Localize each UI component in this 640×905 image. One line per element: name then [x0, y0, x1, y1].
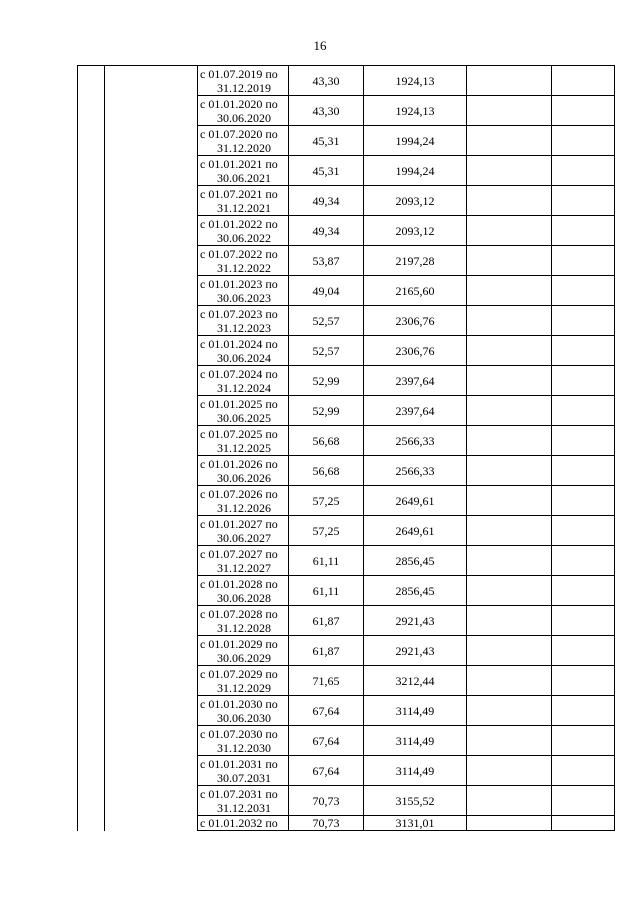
- empty-cell: [552, 66, 615, 96]
- period-cell: [198, 786, 289, 816]
- period-cell: [198, 426, 289, 456]
- period-end: 30.06.2026: [217, 470, 271, 485]
- period-cell: [198, 66, 289, 96]
- value2-cell: 3155,52: [364, 786, 467, 816]
- value2-cell: 2856,45: [364, 546, 467, 576]
- period-start: с 01.01.2032 по: [200, 816, 278, 830]
- period-cell: [198, 726, 289, 756]
- value1-cell: 70,73: [289, 816, 364, 831]
- empty-cell: [552, 126, 615, 156]
- empty-cell: [552, 186, 615, 216]
- empty-cell: [467, 306, 552, 336]
- empty-cell: [467, 366, 552, 396]
- empty-cell: [552, 636, 615, 666]
- value1-cell: 49,04: [289, 276, 364, 306]
- value1-cell: 67,64: [289, 756, 364, 786]
- period-end: 30.06.2020: [217, 110, 271, 125]
- period-cell: [198, 816, 289, 831]
- period-end: 31.12.2029: [217, 680, 271, 695]
- empty-cell: [552, 96, 615, 126]
- period-cell: [198, 156, 289, 186]
- empty-cell: [467, 216, 552, 246]
- period-cell: [198, 96, 289, 126]
- period-start: с 01.01.2031 по: [200, 756, 278, 771]
- period-end: 31.12.2023: [217, 320, 271, 335]
- period-end: 30.07.2031: [217, 770, 271, 785]
- period-cell: [198, 546, 289, 576]
- empty-cell: [552, 576, 615, 606]
- empty-cell: [552, 516, 615, 546]
- value2-cell: 2921,43: [364, 636, 467, 666]
- value1-cell: 43,30: [289, 66, 364, 96]
- period-cell: [198, 576, 289, 606]
- empty-cell: [467, 486, 552, 516]
- tariff-table-body: [78, 66, 615, 831]
- period-cell: [198, 306, 289, 336]
- period-cell: [198, 396, 289, 426]
- period-cell: [198, 216, 289, 246]
- value2-cell: 3114,49: [364, 726, 467, 756]
- value1-cell: 49,34: [289, 186, 364, 216]
- period-end: 31.12.2026: [217, 500, 271, 515]
- period-end: 30.06.2030: [217, 710, 271, 725]
- period-cell: [198, 126, 289, 156]
- period-start: с 01.07.2030 по: [200, 726, 278, 741]
- period-end: 31.12.2031: [217, 800, 271, 815]
- empty-cell: [467, 546, 552, 576]
- period-start: с 01.07.2023 по: [200, 306, 278, 321]
- period-start: с 01.01.2020 по: [200, 96, 278, 111]
- value2-cell: 2649,61: [364, 486, 467, 516]
- value2-cell: 2566,33: [364, 426, 467, 456]
- merged-number-cell: [78, 66, 105, 831]
- period-cell: [198, 366, 289, 396]
- period-end: 31.12.2025: [217, 440, 271, 455]
- value2-cell: 2093,12: [364, 216, 467, 246]
- value2-cell: 2306,76: [364, 306, 467, 336]
- value1-cell: 71,65: [289, 666, 364, 696]
- merged-name-cell: [105, 66, 198, 831]
- period-end: 30.06.2024: [217, 350, 271, 365]
- empty-cell: [552, 726, 615, 756]
- period-start: с 01.01.2030 по: [200, 696, 278, 711]
- empty-cell: [552, 276, 615, 306]
- value2-cell: 2649,61: [364, 516, 467, 546]
- value2-cell: 1994,24: [364, 126, 467, 156]
- value2-cell: 2397,64: [364, 396, 467, 426]
- empty-cell: [552, 786, 615, 816]
- period-cell: [198, 456, 289, 486]
- value1-cell: 61,11: [289, 546, 364, 576]
- empty-cell: [552, 156, 615, 186]
- period-cell: [198, 186, 289, 216]
- value2-cell: 2397,64: [364, 366, 467, 396]
- period-start: с 01.07.2025 по: [200, 426, 278, 441]
- empty-cell: [467, 276, 552, 306]
- empty-cell: [552, 756, 615, 786]
- period-cell: [198, 606, 289, 636]
- value2-cell: 3114,49: [364, 696, 467, 726]
- period-end: 31.12.2028: [217, 620, 271, 635]
- period-end: 31.12.2022: [217, 260, 271, 275]
- period-cell: [198, 666, 289, 696]
- period-start: с 01.01.2023 по: [200, 276, 278, 291]
- table-row: [78, 66, 615, 96]
- value1-cell: 49,34: [289, 216, 364, 246]
- empty-cell: [467, 726, 552, 756]
- empty-cell: [467, 636, 552, 666]
- empty-cell: [467, 66, 552, 96]
- period-end: 31.12.2021: [217, 200, 271, 215]
- empty-cell: [552, 336, 615, 366]
- value1-cell: 43,30: [289, 96, 364, 126]
- empty-cell: [467, 666, 552, 696]
- value2-cell: 2197,28: [364, 246, 467, 276]
- empty-cell: [467, 126, 552, 156]
- empty-cell: [552, 696, 615, 726]
- period-start: с 01.01.2026 по: [200, 456, 278, 471]
- value2-cell: 2921,43: [364, 606, 467, 636]
- value1-cell: 70,73: [289, 786, 364, 816]
- period-cell: [198, 696, 289, 726]
- period-cell: [198, 636, 289, 666]
- empty-cell: [467, 336, 552, 366]
- empty-cell: [552, 606, 615, 636]
- value2-cell: 1924,13: [364, 66, 467, 96]
- period-end: 30.06.2025: [217, 410, 271, 425]
- empty-cell: [552, 486, 615, 516]
- page-number: 16: [313, 38, 327, 53]
- value2-cell: 1924,13: [364, 96, 467, 126]
- value2-cell: 3114,49: [364, 756, 467, 786]
- period-end: 31.12.2030: [217, 740, 271, 755]
- empty-cell: [467, 816, 552, 831]
- value2-cell: 3212,44: [364, 666, 467, 696]
- period-end: 31.12.2024: [217, 380, 271, 395]
- period-start: с 01.07.2027 по: [200, 546, 278, 561]
- empty-cell: [552, 666, 615, 696]
- value1-cell: 67,64: [289, 696, 364, 726]
- value1-cell: 61,87: [289, 606, 364, 636]
- value2-cell: 1994,24: [364, 156, 467, 186]
- value1-cell: 57,25: [289, 486, 364, 516]
- empty-cell: [552, 456, 615, 486]
- empty-cell: [467, 186, 552, 216]
- empty-cell: [467, 426, 552, 456]
- value1-cell: 45,31: [289, 156, 364, 186]
- value2-cell: 3131,01: [364, 816, 467, 831]
- period-start: с 01.07.2022 по: [200, 246, 278, 261]
- period-end: 30.06.2027: [217, 530, 271, 545]
- value1-cell: 56,68: [289, 456, 364, 486]
- period-start: с 01.01.2027 по: [200, 516, 278, 531]
- empty-cell: [552, 546, 615, 576]
- value2-cell: 2856,45: [364, 576, 467, 606]
- period-cell: [198, 516, 289, 546]
- value1-cell: 67,64: [289, 726, 364, 756]
- value1-cell: 52,99: [289, 396, 364, 426]
- empty-cell: [552, 306, 615, 336]
- period-cell: [198, 756, 289, 786]
- period-start: с 01.07.2031 по: [200, 786, 278, 801]
- value1-cell: 57,25: [289, 516, 364, 546]
- period-start: с 01.01.2021 по: [200, 156, 278, 171]
- value1-cell: 61,87: [289, 636, 364, 666]
- period-cell: [198, 486, 289, 516]
- empty-cell: [552, 396, 615, 426]
- empty-cell: [552, 816, 615, 831]
- period-start: с 01.07.2028 по: [200, 606, 278, 621]
- empty-cell: [467, 576, 552, 606]
- value1-cell: 56,68: [289, 426, 364, 456]
- value2-cell: 2093,12: [364, 186, 467, 216]
- period-start: с 01.01.2022 по: [200, 216, 278, 231]
- value1-cell: 52,99: [289, 366, 364, 396]
- empty-cell: [467, 786, 552, 816]
- empty-cell: [552, 366, 615, 396]
- period-start: с 01.07.2024 по: [200, 366, 278, 381]
- empty-cell: [467, 756, 552, 786]
- period-cell: [198, 276, 289, 306]
- value1-cell: 53,87: [289, 246, 364, 276]
- value1-cell: 61,11: [289, 576, 364, 606]
- period-end: 31.12.2019: [217, 80, 271, 95]
- value1-cell: 45,31: [289, 126, 364, 156]
- period-start: с 01.07.2021 по: [200, 186, 278, 201]
- period-start: с 01.07.2026 по: [200, 486, 278, 501]
- period-start: с 01.01.2029 по: [200, 636, 278, 651]
- period-start: с 01.07.2029 по: [200, 666, 278, 681]
- value1-cell: 52,57: [289, 306, 364, 336]
- period-end: 30.06.2029: [217, 650, 271, 665]
- period-end: 30.06.2022: [217, 230, 271, 245]
- period-start: с 01.01.2028 по: [200, 576, 278, 591]
- empty-cell: [552, 246, 615, 276]
- empty-cell: [467, 246, 552, 276]
- empty-cell: [467, 696, 552, 726]
- period-end: 30.06.2028: [217, 590, 271, 605]
- empty-cell: [552, 426, 615, 456]
- empty-cell: [467, 396, 552, 426]
- value2-cell: 2566,33: [364, 456, 467, 486]
- value2-cell: 2165,60: [364, 276, 467, 306]
- period-end: 30.06.2023: [217, 290, 271, 305]
- period-start: с 01.07.2019 по: [200, 66, 278, 81]
- tariff-table: [77, 65, 615, 831]
- period-start: с 01.01.2025 по: [200, 396, 278, 411]
- period-end: 30.06.2021: [217, 170, 271, 185]
- empty-cell: [467, 606, 552, 636]
- period-start: с 01.07.2020 по: [200, 126, 278, 141]
- empty-cell: [552, 216, 615, 246]
- empty-cell: [467, 156, 552, 186]
- empty-cell: [467, 96, 552, 126]
- period-end: 31.12.2020: [217, 140, 271, 155]
- period-cell: [198, 246, 289, 276]
- value1-cell: 52,57: [289, 336, 364, 366]
- period-end: 31.12.2027: [217, 560, 271, 575]
- value2-cell: 2306,76: [364, 336, 467, 366]
- empty-cell: [467, 456, 552, 486]
- period-start: с 01.01.2024 по: [200, 336, 278, 351]
- empty-cell: [467, 516, 552, 546]
- period-cell: [198, 336, 289, 366]
